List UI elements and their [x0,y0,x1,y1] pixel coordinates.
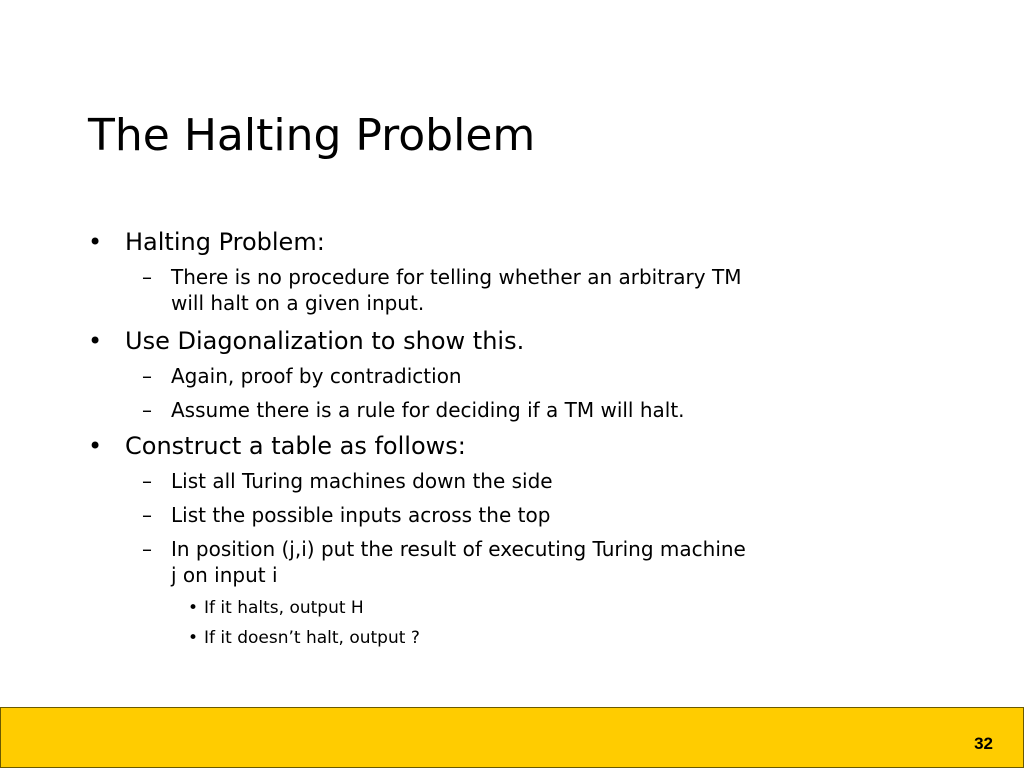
sub-sub-bullet-text: If it doesn’t halt, output ? [204,628,420,648]
bullet-text: Halting Problem: [125,228,325,256]
sub-bullet-text: Assume there is a rule for deciding if a TM will halt. [171,398,685,422]
bullet-icon: • [88,432,103,460]
dash-icon: – [142,503,152,527]
sub-sub-bullet-text: If it halts, output H [204,598,364,618]
bullet-icon: • [88,327,103,355]
dash-icon: – [142,469,152,493]
bullet-icon: • [188,598,199,618]
dash-icon: – [142,265,152,289]
bullet-text: Construct a table as follows: [125,432,466,460]
bullet-text: Use Diagonalization to show this. [125,327,525,355]
page-number: 32 [974,734,993,753]
sub-bullet-text [171,264,931,316]
bullet-icon: • [88,228,103,256]
sub-bullet-text: List the possible inputs across the top [171,503,551,527]
slide-title: The Halting Problem [88,110,536,161]
dash-icon: – [142,537,152,561]
sub-bullet-line: j on input i [171,563,278,587]
sub-bullet-line: In position (j,i) put the result of executing Turing machine [171,537,746,561]
sub-bullet-text [171,536,931,588]
sub-bullet-line: will halt on a given input. [171,291,425,315]
sub-bullet-text: List all Turing machines down the side [171,469,553,493]
dash-icon: – [142,398,152,422]
footer-bar [0,707,1024,768]
sub-bullet-text: Again, proof by contradiction [171,364,462,388]
dash-icon: – [142,364,152,388]
sub-bullet-line: There is no procedure for telling whether an arbitrary TM [171,265,742,289]
bullet-icon: • [188,628,199,648]
